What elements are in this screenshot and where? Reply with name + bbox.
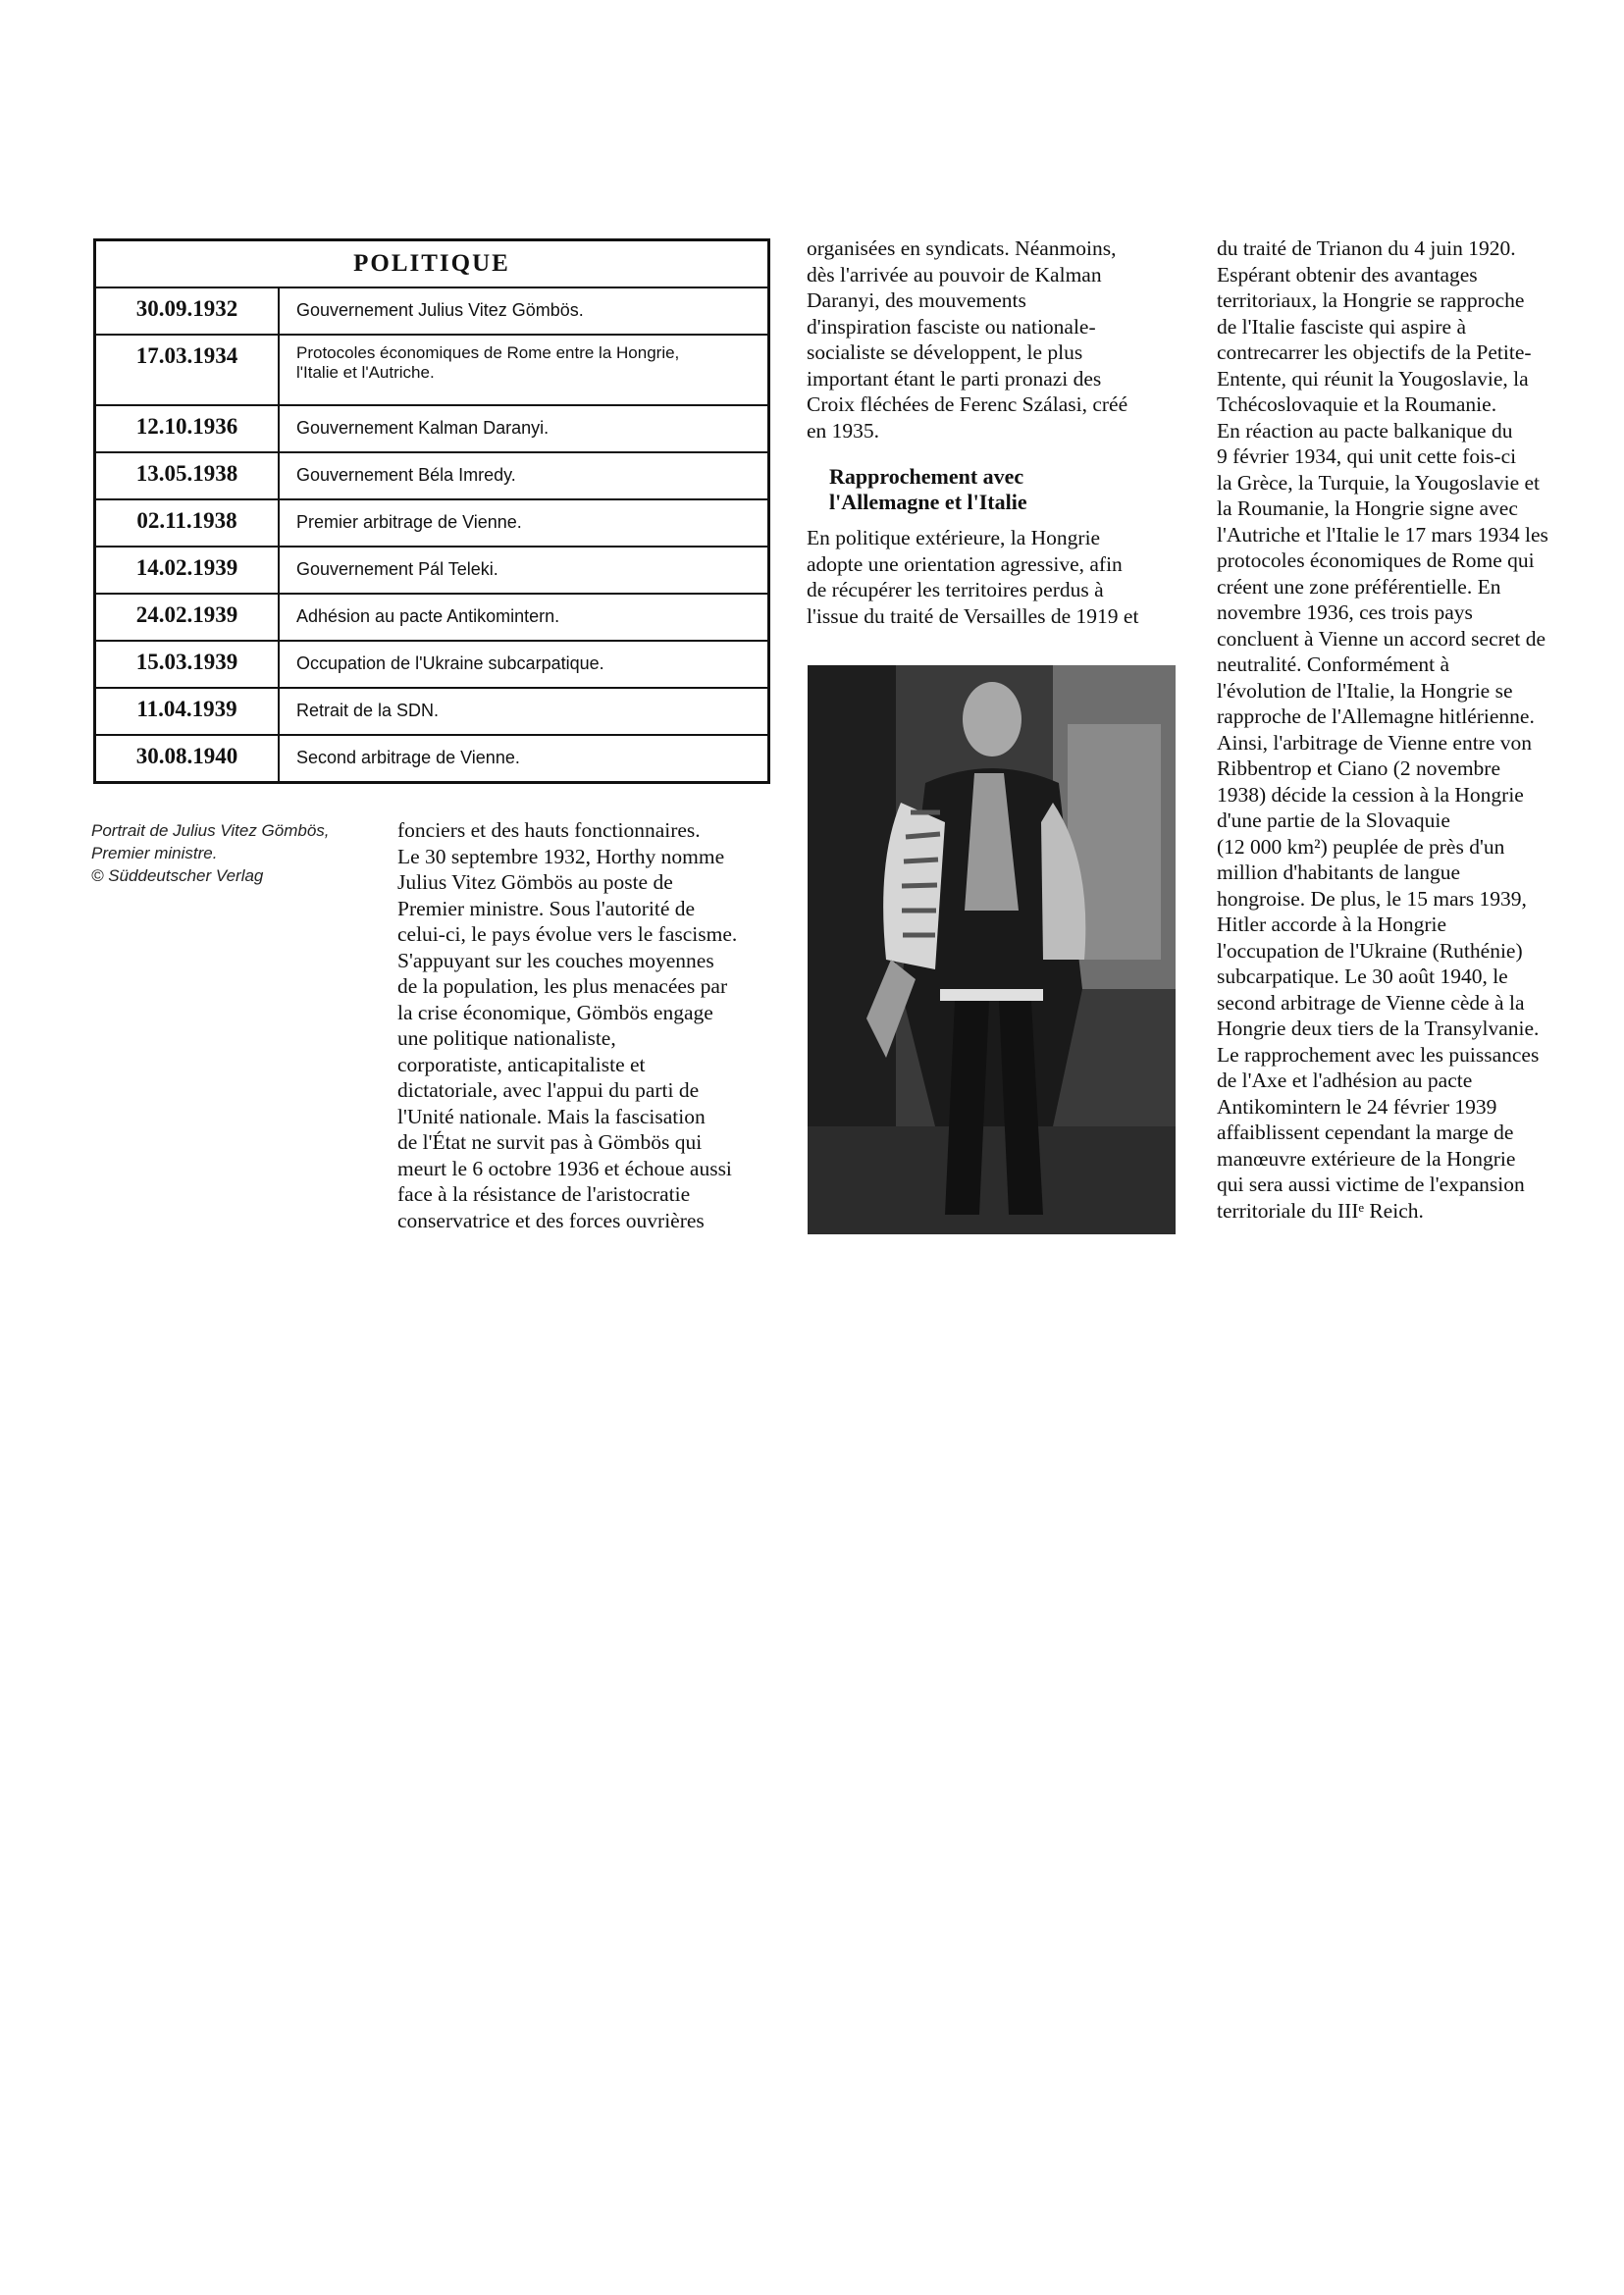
event-line: Adhésion au pacte Antikomintern. xyxy=(296,606,560,626)
portrait-figure-image xyxy=(808,665,1176,1234)
row-date: 30.08.1940 xyxy=(96,736,280,781)
text-line: territoriaux, la Hongrie se rapproche xyxy=(1217,288,1525,312)
text-line: en 1935. xyxy=(807,418,880,443)
event-line: Protocoles économiques de Rome entre la Hongrie, xyxy=(296,343,680,362)
caption-line: Premier ministre. xyxy=(91,844,218,862)
table-row xyxy=(96,406,767,453)
event-line: Gouvernement Pál Teleki. xyxy=(296,559,498,579)
text-line: l'issue du traité de Versailles de 1919 et xyxy=(807,603,1139,628)
text-line: dès l'arrivée au pouvoir de Kalman xyxy=(807,262,1102,287)
heading-line: l'Allemagne et l'Italie xyxy=(829,490,1027,514)
row-event xyxy=(280,595,767,640)
text-line: l'Unité nationale. Mais la fascisation xyxy=(397,1104,706,1128)
row-event xyxy=(280,736,767,781)
text-line: Hitler accorde à la Hongrie xyxy=(1217,913,1446,936)
chronology-title: POLITIQUE xyxy=(96,241,767,288)
row-event xyxy=(280,500,767,546)
text-line: Antikomintern le 24 février 1939 xyxy=(1217,1094,1497,1119)
text-line: la Roumanie, la Hongrie signe avec xyxy=(1217,496,1518,520)
text-line: Le 30 septembre 1932, Horthy nomme xyxy=(397,844,725,868)
text-line: Croix fléchées de Ferenc Szálasi, créé xyxy=(807,392,1128,416)
text-line: affaiblissent cependant la marge de xyxy=(1217,1121,1514,1144)
text-column-3 xyxy=(1217,235,1548,1224)
event-line: Occupation de l'Ukraine subcarpatique. xyxy=(296,653,604,673)
text-line: (12 000 km²) peuplée de près d'un xyxy=(1217,834,1505,859)
text-line: novembre 1936, ces trois pays xyxy=(1217,600,1473,624)
chronology-table xyxy=(93,238,770,784)
section-heading xyxy=(829,464,1027,515)
event-line: Gouvernement Béla Imredy. xyxy=(296,465,516,485)
text-line: territoriale du IIIᵉ Reich. xyxy=(1217,1198,1424,1223)
text-line: manœuvre extérieure de la Hongrie xyxy=(1217,1146,1516,1171)
text-line: second arbitrage de Vienne cède à la xyxy=(1217,990,1525,1015)
text-line: Ainsi, l'arbitrage de Vienne entre von xyxy=(1217,730,1532,755)
text-line: contrecarrer les objectifs de la Petite- xyxy=(1217,340,1532,364)
event-line: Second arbitrage de Vienne. xyxy=(296,748,520,767)
heading-line: Rapprochement avec xyxy=(829,464,1024,489)
text-line: neutralité. Conformément à xyxy=(1217,652,1450,676)
text-line: une politique nationaliste, xyxy=(397,1026,616,1050)
text-line: Tchécoslovaquie et la Roumanie. xyxy=(1217,392,1497,416)
text-line: million d'habitants de langue xyxy=(1217,861,1461,884)
text-line: l'occupation de l'Ukraine (Ruthénie) xyxy=(1217,938,1523,963)
caption-credit: © Süddeutscher Verlag xyxy=(91,866,264,885)
text-column-2-bottom xyxy=(807,525,1138,629)
text-line: S'appuyant sur les couches moyennes xyxy=(397,948,714,972)
text-line: adopte une orientation agressive, afin xyxy=(807,551,1123,576)
text-line: créent une zone préférentielle. En xyxy=(1217,574,1501,599)
text-line: de l'Axe et l'adhésion au pacte xyxy=(1217,1069,1473,1092)
text-line: En réaction au pacte balkanique du xyxy=(1217,418,1513,443)
row-date: 13.05.1938 xyxy=(96,453,280,498)
event-line: Premier arbitrage de Vienne. xyxy=(296,512,522,532)
text-line: Hongrie deux tiers de la Transylvanie. xyxy=(1217,1017,1540,1040)
portrait-photo xyxy=(808,665,1176,1234)
row-date: 24.02.1939 xyxy=(96,595,280,640)
text-line: Espérant obtenir des avantages xyxy=(1217,262,1478,287)
text-line: celui-ci, le pays évolue vers le fascisme. xyxy=(397,922,738,946)
text-line: 9 février 1934, qui unit cette fois-ci xyxy=(1217,444,1517,468)
text-line: la crise économique, Gömbös engage xyxy=(397,1000,713,1024)
photo-caption xyxy=(91,819,376,887)
caption-line: Portrait de Julius Vitez Gömbös, xyxy=(91,821,330,840)
text-line: de l'Italie fasciste qui aspire à xyxy=(1217,314,1467,339)
table-row xyxy=(96,736,767,781)
text-line: d'inspiration fasciste ou nationale- xyxy=(807,314,1096,339)
row-event xyxy=(280,548,767,593)
text-line: du traité de Trianon du 4 juin 1920. xyxy=(1217,236,1516,260)
text-line: Le rapprochement avec les puissances xyxy=(1217,1042,1540,1067)
row-date: 12.10.1936 xyxy=(96,406,280,451)
text-line: fonciers et des hauts fonctionnaires. xyxy=(397,818,701,842)
table-row xyxy=(96,548,767,595)
row-date: 17.03.1934 xyxy=(96,336,280,404)
row-event xyxy=(280,689,767,734)
table-row xyxy=(96,500,767,548)
row-event xyxy=(280,453,767,498)
text-line: de l'État ne survit pas à Gömbös qui xyxy=(397,1130,703,1154)
text-line: hongroise. De plus, le 15 mars 1939, xyxy=(1217,886,1527,911)
text-line: face à la résistance de l'aristocratie xyxy=(397,1182,691,1206)
text-line: Daranyi, des mouvements xyxy=(807,288,1026,312)
text-line: d'une partie de la Slovaquie xyxy=(1217,808,1450,832)
table-row xyxy=(96,689,767,736)
text-line: socialiste se développent, le plus xyxy=(807,340,1083,364)
text-line: qui sera aussi victime de l'expansion xyxy=(1217,1173,1525,1196)
row-date: 30.09.1932 xyxy=(96,288,280,334)
table-row xyxy=(96,288,767,336)
text-line: concluent à Vienne un accord secret de xyxy=(1217,626,1545,651)
text-line: 1938) décide la cession à la Hongrie xyxy=(1217,782,1524,807)
event-line: Gouvernement Julius Vitez Gömbös. xyxy=(296,300,584,320)
text-line: organisées en syndicats. Néanmoins, xyxy=(807,236,1117,260)
row-event xyxy=(280,642,767,687)
text-line: protocoles économiques de Rome qui xyxy=(1217,548,1535,572)
text-line: meurt le 6 octobre 1936 et échoue aussi xyxy=(397,1156,732,1180)
text-line: l'Autriche et l'Italie le 17 mars 1934 les xyxy=(1217,522,1548,547)
text-line: Julius Vitez Gömbös au poste de xyxy=(397,870,673,894)
row-date: 02.11.1938 xyxy=(96,500,280,546)
table-row xyxy=(96,642,767,689)
text-line: de la population, les plus menacées par xyxy=(397,974,728,998)
text-line: subcarpatique. Le 30 août 1940, le xyxy=(1217,965,1508,988)
text-line: rapproche de l'Allemagne hitlérienne. xyxy=(1217,704,1535,728)
row-date: 15.03.1939 xyxy=(96,642,280,687)
text-line: corporatiste, anticapitaliste et xyxy=(397,1052,646,1076)
event-line: Gouvernement Kalman Daranyi. xyxy=(296,418,550,438)
text-column-2-top xyxy=(807,235,1127,443)
row-event xyxy=(280,406,767,451)
event-line: l'Italie et l'Autriche. xyxy=(296,363,435,383)
text-line: l'évolution de l'Italie, la Hongrie se xyxy=(1217,678,1513,703)
event-line: Retrait de la SDN. xyxy=(296,701,440,720)
text-line: important étant le parti pronazi des xyxy=(807,366,1102,391)
text-line: Ribbentrop et Ciano (2 novembre xyxy=(1217,756,1500,780)
text-column-1 xyxy=(397,817,737,1233)
row-date: 14.02.1939 xyxy=(96,548,280,593)
row-event xyxy=(280,336,767,404)
row-date: 11.04.1939 xyxy=(96,689,280,734)
row-event xyxy=(280,288,767,334)
text-line: dictatoriale, avec l'appui du parti de xyxy=(397,1078,700,1102)
table-row xyxy=(96,453,767,500)
text-line: conservatrice et des forces ouvrières xyxy=(397,1208,705,1232)
text-line: Premier ministre. Sous l'autorité de xyxy=(397,896,696,920)
table-row xyxy=(96,595,767,642)
text-line: de récupérer les territoires perdus à xyxy=(807,578,1104,601)
table-row xyxy=(96,336,767,406)
text-line: En politique extérieure, la Hongrie xyxy=(807,526,1101,549)
text-line: Entente, qui réunit la Yougoslavie, la xyxy=(1217,366,1529,391)
text-line: la Grèce, la Turquie, la Yougoslavie et xyxy=(1217,470,1541,495)
